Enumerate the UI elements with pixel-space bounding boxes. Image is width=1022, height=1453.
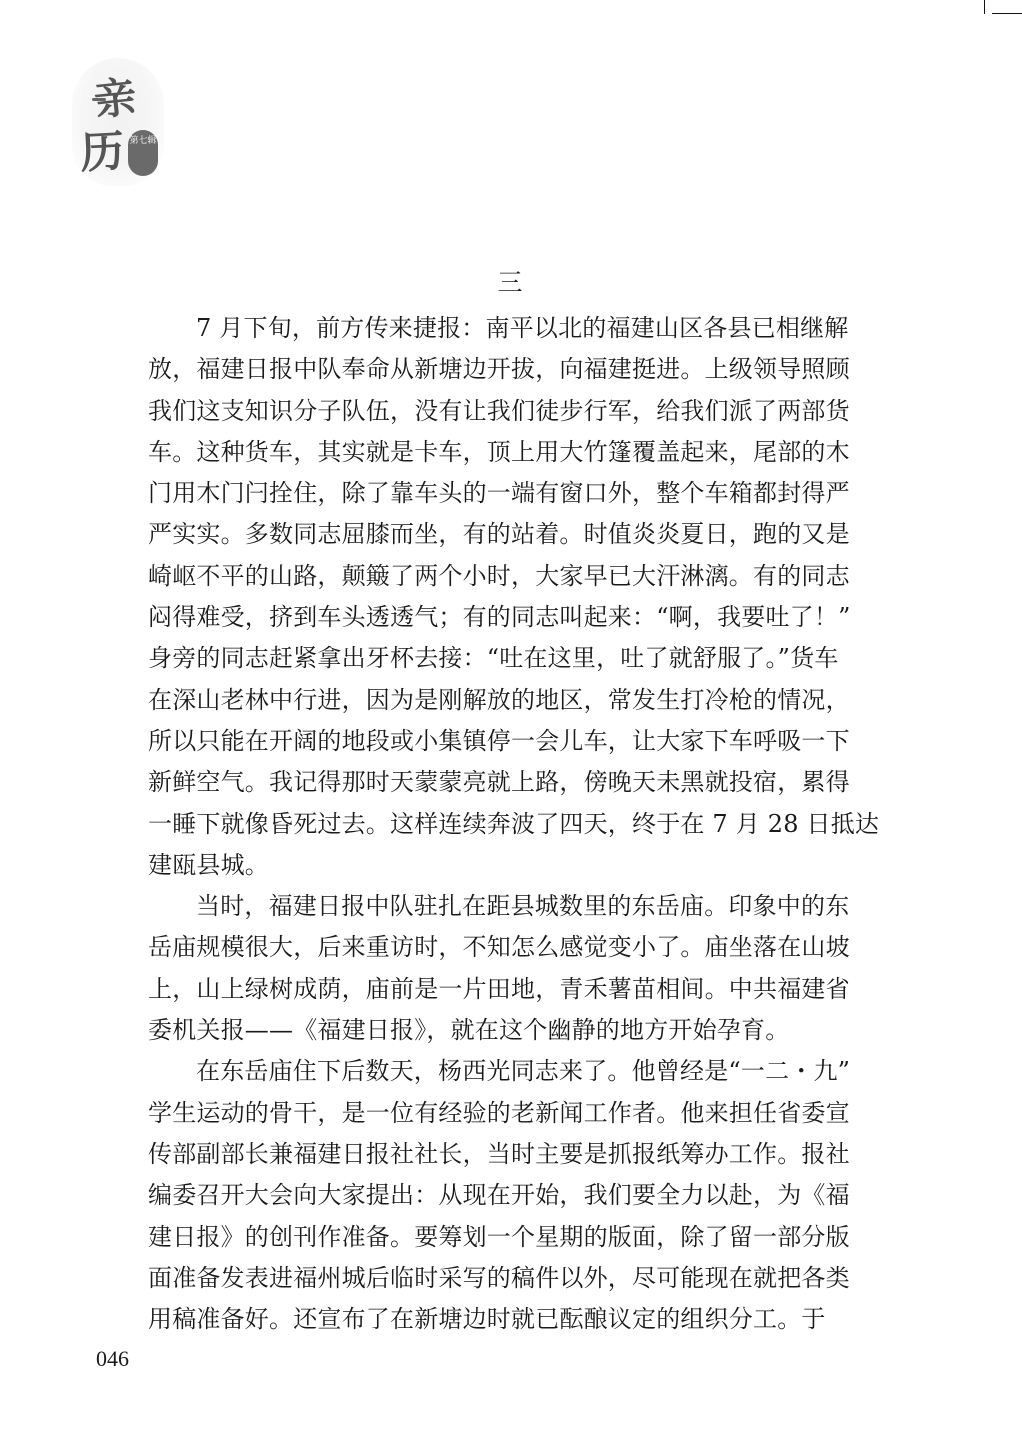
text-line: 放，福建日报中队奉命从新塘边开拔，向福建挺进。上级领导照顾 [148,355,850,384]
section-title: 三 [497,268,525,297]
page-number: 046 [96,1346,129,1371]
text-line: 建日报》的创刊作准备。要筹划一个星期的版面，除了留一部分版 [148,1222,850,1251]
text-line: 用稿准备好。还宣布了在新塘边时就已酝酿议定的组织分工。于 [148,1305,826,1334]
logo-char-li: 历 [78,125,126,180]
text-line: 严实实。多数同志屈膝而坐，有的站着。时值炎炎夏日，跑的又是 [148,520,850,549]
series-logo [72,58,164,186]
text-line: 上，山上绿树成荫，庙前是一片田地，青禾薯苗相间。中共福建省 [148,974,850,1003]
text-line: 我们这支知识分子队伍，没有让我们徒步行军，给我们派了两部货 [148,396,850,425]
logo-seal: 第七辑 [128,130,158,176]
text-line: 新鲜空气。我记得那时天蒙蒙亮就上路，傍晚天未黑就投宿，累得 [148,768,850,797]
text-line: 编委召开大会向大家提出：从现在开始，我们要全力以赴，为《福 [148,1181,850,1210]
logo-char-qin: 亲 [91,71,139,126]
text-line: 一睡下就像昏死过去。这样连续奔波了四天，终于在 7 月 28 日抵达 [148,809,880,838]
text-line: 建瓯县城。 [148,850,269,879]
crop-mark-vertical [984,0,985,14]
text-line: 学生运动的骨干，是一位有经验的老新闻工作者。他来担任省委宣 [148,1098,850,1127]
text-line: 在深山老林中行进，因为是刚解放的地区，常发生打冷枪的情况， [148,685,850,714]
text-line: 所以只能在开阔的地段或小集镇停一会儿车，让大家下车呼吸一下 [148,726,850,755]
text-line: 身旁的同志赶紧拿出牙杯去接：“吐在这里，吐了就舒服了。”货车 [148,644,839,673]
body-text [148,308,883,1340]
text-line: 传部副部长兼福建日报社社长，当时主要是抓报纸筹办工作。报社 [148,1139,850,1168]
text-line: 在东岳庙住下后数天，杨西光同志来了。他曾经是“一二・九” [196,1057,851,1086]
text-line: 岳庙规模很大，后来重访时，不知怎么感觉变小了。庙坐落在山坡 [148,933,850,962]
crop-mark-horizontal [992,13,1022,14]
text-line: 委机关报——《福建日报》，就在这个幽静的地方开始孕育。 [148,1016,790,1045]
text-line: 崎岖不平的山路，颠簸了两个小时，大家早已大汗淋漓。有的同志 [148,561,850,590]
text-line: 7 月下旬，前方传来捷报：南平以北的福建山区各县已相继解 [196,314,849,342]
text-line: 门用木门闩拴住，除了靠车头的一端有窗口外，整个车箱都封得严 [148,479,850,508]
text-line: 面准备发表进福州城后临时采写的稿件以外，尽可能现在就把各类 [148,1263,850,1292]
text-line: 闷得难受，挤到车头透透气；有的同志叫起来：“啊，我要吐了！” [148,603,851,632]
text-line: 车。这种货车，其实就是卡车，顶上用大竹篷覆盖起来，尾部的木 [148,437,850,466]
text-line: 当时，福建日报中队驻扎在距县城数里的东岳庙。印象中的东 [196,892,850,921]
